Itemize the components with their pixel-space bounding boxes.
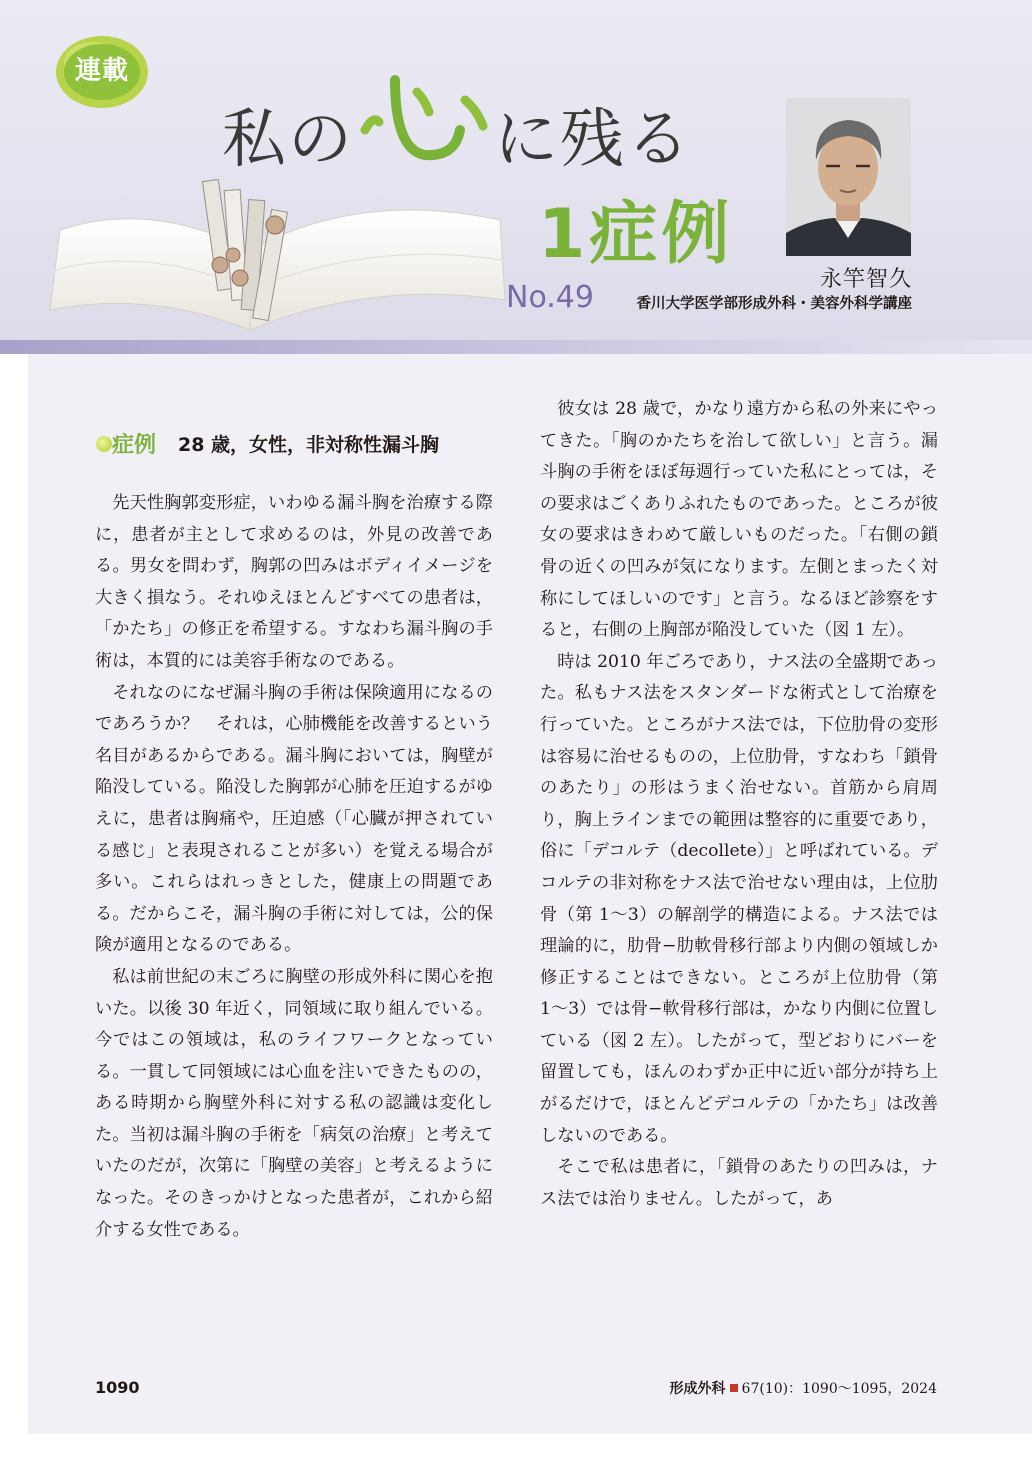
series-badge-label: 連載 bbox=[74, 56, 129, 86]
left-column bbox=[95, 488, 493, 1246]
author-photo bbox=[786, 98, 911, 256]
case-label: 症例 bbox=[112, 433, 157, 458]
author-portrait-image bbox=[786, 98, 911, 256]
svg-text:心: 心 bbox=[355, 60, 356, 61]
issue-number: No.49 bbox=[506, 280, 594, 315]
paragraph: 時は 2010 年ごろであり，ナス法の全盛期であった。私もナス法をスタンダードな術式として治療を行っていた。ところがナス法では，下位肋骨の変形は容易に治せるものの，上位肋骨，すなわち「鎖骨のあたり」の形はうまく治せない。首筋から肩周り，胸上ラインまでの範囲は整容的に重要であり，俗に「デコルテ（decollete）」と呼ばれている。デコルテの非対称をナス法で治せない理由は，上位肋骨（第 1〜3）の解剖学的構造による。ナス法では理論的に，肋骨−肋軟骨移行部より内側の領域しか修正することはできない。ところが上位肋骨（第 1〜3）では骨−軟骨移行部は，かなり内側に位置している（図 2 左）。したがって，型どおりにバーを留置しても，ほんのわずか正中に近い部分が持ち上がるだけで，ほとんどデコルテの「かたち」は改善しないのである。 bbox=[540, 651, 938, 1146]
author-affiliation: 香川大学医学部形成外科・美容外科学講座 bbox=[636, 295, 912, 312]
paragraph: そこで私は患者に，「鎖骨のあたりの凹みは，ナス法では治りません。したがって，あ bbox=[540, 1157, 938, 1209]
right-column bbox=[540, 394, 938, 1215]
citation-details: 67(10)：1090〜1095，2024 bbox=[741, 1381, 937, 1397]
paragraph: それなのになぜ漏斗胸の手術は保険適用になるのであろうか？ それは，心肺機能を改善するという名目があるからである。漏斗胸においては，胸壁が陥没している。陥没した胸郭が心肺を圧迫するがゆえに，患者は胸痛や，圧迫感（「心臓が押されている感じ」と表現されることが多い）を覚える場合が多い。これらはれっきとした，健康上の問題である。だからこそ，漏斗胸の手術に対しては，公的保険が適用となるのである。 bbox=[95, 682, 493, 956]
paragraph: 彼女は 28 歳で，かなり遠方から私の外来にやってきた。「胸のかたちを治して欲しい」と言う。漏斗胸の手術をほぼ毎週行っていた私にとっては，その要求はごくありふれたものであった。ところが彼女の要求はきわめて厳しいものだった。「右側の鎖骨の近くの凹みが気になります。左側とまったく対称にしてほしいのです」と言う。なるほど診察をすると，右側の上胸部が陥没していた（図 1 左）。 bbox=[540, 399, 938, 641]
header-divider-band bbox=[0, 340, 1032, 354]
series-subtitle: 1症例 bbox=[538, 195, 734, 274]
kokoro-calligraphy bbox=[355, 60, 495, 170]
series-title: 私の に残る bbox=[222, 103, 692, 177]
paragraph: 私は前世紀の末ごろに胸壁の形成外科に関心を抱いた。以後 30 年近く，同領域に取り組んでいる。今ではこの領域は，私のライフワークとなっている。一貫して同領域には心血を注いできたものの，ある時期から胸壁外科に対する私の認識は変化した。当初は漏斗胸の手術を「病気の治療」と考えていたのだが，次第に「胸壁の美容」と考えるようになった。そのきっかけとなった患者が，これから紹介する女性である。 bbox=[95, 966, 493, 1240]
paragraph: 先天性胸郭変形症，いわゆる漏斗胸を治療する際に，患者が主として求めるのは，外見の改善である。男女を問わず，胸郭の凹みはボディイメージを大きく損なう。それゆえほとんどすべての患者は，「かたち」の修正を希望する。すなわち漏斗胸の手術は，本質的には美容手術なのである。 bbox=[95, 493, 493, 671]
case-title: 28 歳，女性，非対称性漏斗胸 bbox=[178, 434, 440, 456]
journal-citation bbox=[600, 1378, 937, 1398]
header-banner bbox=[0, 0, 1032, 345]
square-bullet-icon bbox=[730, 1384, 738, 1392]
open-book-illustration bbox=[40, 170, 510, 340]
author-name: 永竿智久 bbox=[819, 267, 912, 292]
bullet-dot-icon bbox=[96, 436, 112, 452]
journal-name: 形成外科 bbox=[669, 1381, 726, 1397]
page-number: 1090 bbox=[95, 1378, 140, 1397]
